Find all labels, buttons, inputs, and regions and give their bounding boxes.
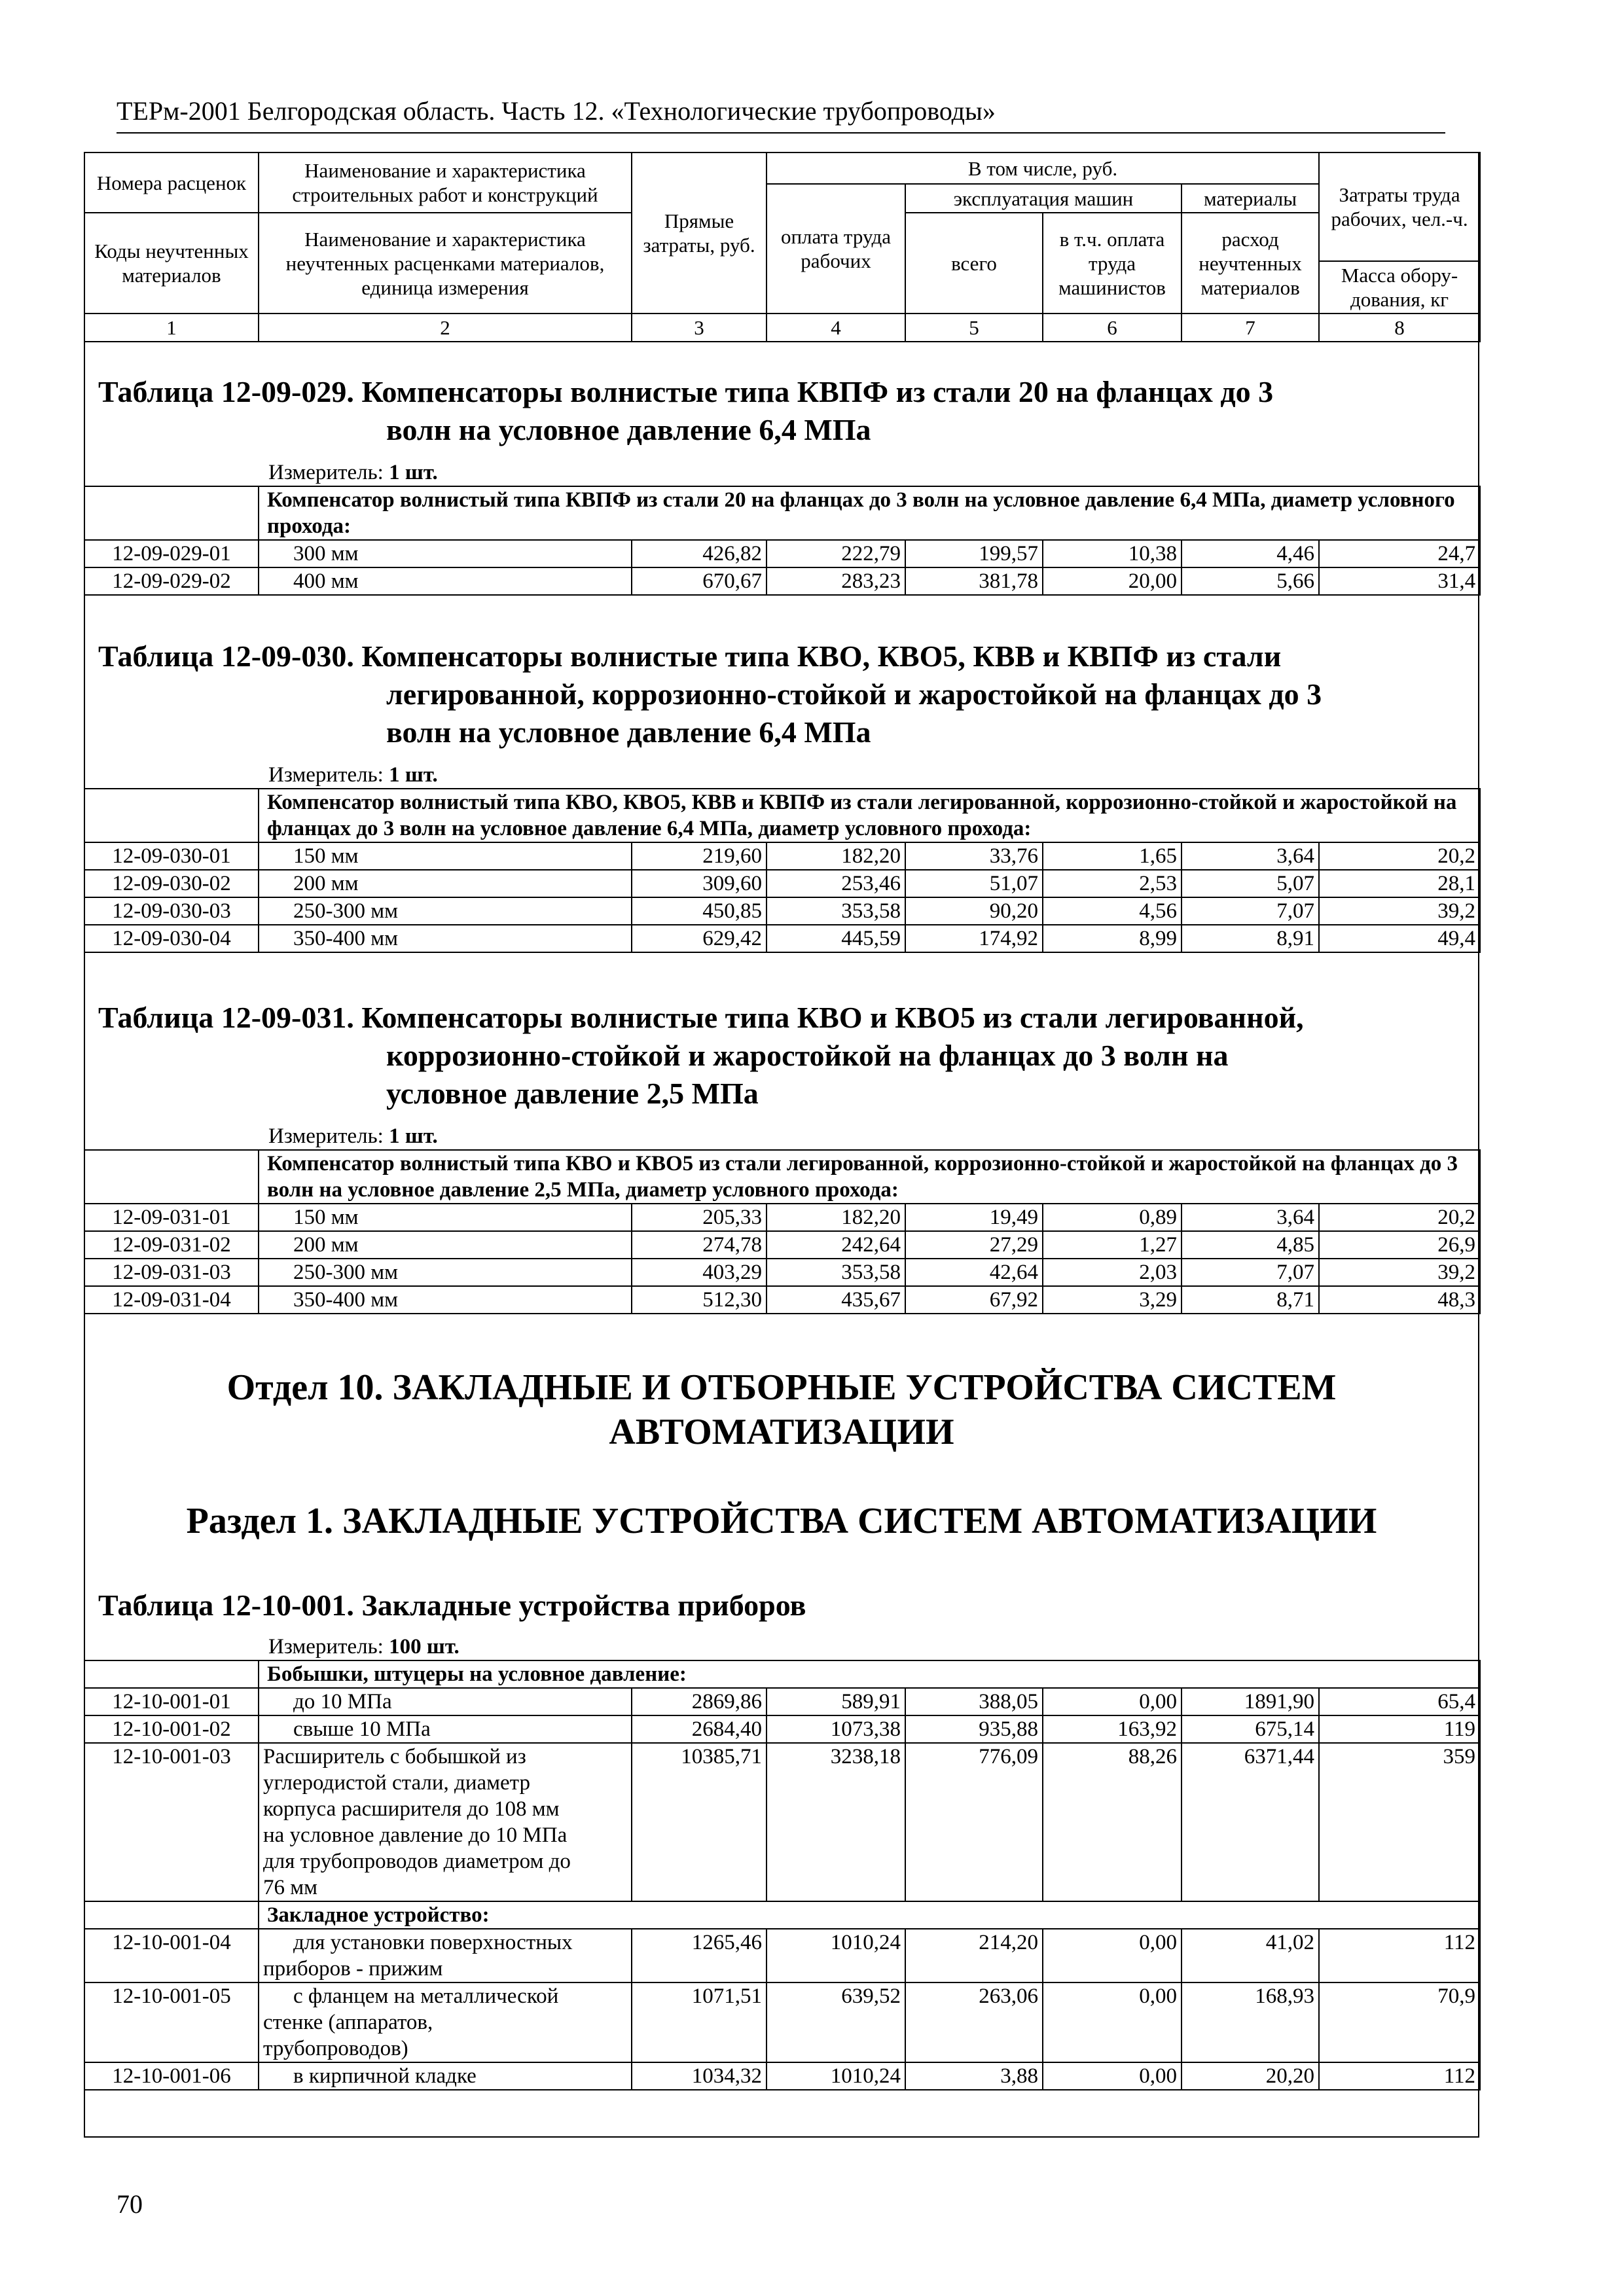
rate-name	[259, 1929, 632, 1982]
machinist-pay: 88,26	[1043, 1743, 1182, 1901]
labor-hours: 31,4	[1319, 567, 1480, 595]
table-row	[84, 1929, 1480, 1982]
header-worker-pay: оплата труда рабочих	[767, 184, 905, 314]
machinist-pay: 163,92	[1043, 1715, 1182, 1743]
worker-pay: 3238,18	[767, 1743, 905, 1901]
rates-table-12-10-001	[84, 1660, 1481, 2090]
materials: 5,07	[1182, 870, 1319, 897]
worker-pay: 182,20	[767, 842, 905, 870]
table-row	[84, 1204, 1480, 1231]
materials: 4,85	[1182, 1231, 1319, 1259]
column-header-table	[84, 152, 1481, 342]
rate-name: 250-300 мм	[259, 897, 632, 925]
rate-name: 150 мм	[259, 842, 632, 870]
table-row	[84, 540, 1480, 567]
machines-total: 90,20	[905, 897, 1043, 925]
rate-name-line: углеродистой стали, диаметр	[263, 1771, 531, 1795]
materials: 168,93	[1182, 1982, 1319, 2062]
table-title-line: Таблица 12-09-029. Компенсаторы волнистые типа КВПФ из стали 20 на фланцах до 3	[98, 375, 1274, 408]
measure-unit	[268, 762, 438, 788]
machinist-pay: 4,56	[1043, 897, 1182, 925]
materials: 8,71	[1182, 1286, 1319, 1314]
header-machines-total: всего	[905, 213, 1043, 314]
rate-code: 12-10-001-02	[84, 1715, 259, 1743]
measure-unit	[268, 459, 438, 486]
header-rate-numbers: Номера расценок	[84, 152, 259, 213]
table-row	[84, 1982, 1480, 2062]
machinist-pay: 1,65	[1043, 842, 1182, 870]
rate-code: 12-09-031-03	[84, 1259, 259, 1286]
machines-total: 263,06	[905, 1982, 1043, 2062]
machinist-pay: 2,03	[1043, 1259, 1182, 1286]
header-machinist-pay: в т.ч. оплата труда машинистов	[1043, 213, 1182, 314]
machines-total: 51,07	[905, 870, 1043, 897]
materials: 5,66	[1182, 567, 1319, 595]
rate-name-line: для трубопроводов диаметром до	[263, 1850, 571, 1873]
table-title: Таблица 12-10-001. Закладные устройства приборов	[98, 1588, 806, 1622]
table-row	[84, 897, 1480, 925]
worker-pay: 182,20	[767, 1204, 905, 1231]
rates-table-12-09-030	[84, 788, 1481, 953]
direct-costs: 219,60	[632, 842, 767, 870]
labor-hours: 70,9	[1319, 1982, 1480, 2062]
table-title-line: Таблица 12-09-030. Компенсаторы волнистые типа КВО, КВО5, КВВ и КВПФ из стали	[98, 639, 1282, 673]
direct-costs: 1265,46	[632, 1929, 767, 1982]
machinist-pay: 20,00	[1043, 567, 1182, 595]
machinist-pay: 0,00	[1043, 1688, 1182, 1715]
measure-value: 1 шт.	[389, 763, 438, 787]
column-number: 6	[1043, 314, 1182, 342]
page-number: 70	[117, 2189, 143, 2219]
table-title	[98, 999, 1304, 1113]
header-work-name: Наименование и характеристика строительных работ и конструкций	[259, 152, 632, 213]
worker-pay: 639,52	[767, 1982, 905, 2062]
table-row	[84, 1743, 1480, 1901]
column-number: 5	[905, 314, 1043, 342]
direct-costs: 512,30	[632, 1286, 767, 1314]
table-title-line: легированной, коррозионно-стойкой и жаростойкой на фланцах до 3	[386, 677, 1322, 711]
column-number: 4	[767, 314, 905, 342]
table-title-line: волн на условное давление 6,4 МПа	[386, 715, 871, 749]
machines-total: 214,20	[905, 1929, 1043, 1982]
labor-hours: 49,4	[1319, 925, 1480, 952]
materials: 675,14	[1182, 1715, 1319, 1743]
running-header: ТЕРм-2001 Белгородская область. Часть 12. «Технологические трубопроводы»	[117, 96, 996, 126]
rate-code: 12-10-001-03	[84, 1743, 259, 1901]
group-description: Компенсатор волнистый типа КВО и КВО5 из стали легированной, коррозионно-стойкой и жаростойкой на фланцах до 3 волн на условное давление 2,5 МПа, диаметр условного прохода:	[259, 1150, 1480, 1204]
rate-name-line: трубопроводов)	[263, 2037, 408, 2060]
materials: 8,91	[1182, 925, 1319, 952]
direct-costs: 629,42	[632, 925, 767, 952]
section-heading: Раздел 1. ЗАКЛАДНЫЕ УСТРОЙСТВА СИСТЕМ АВТОМАТИЗАЦИИ	[186, 1501, 1377, 1541]
header-material-name: Наименование и характеристика неучтенных расценками материалов, единица измерения	[259, 213, 632, 314]
table-title	[98, 373, 1273, 449]
rate-name: 200 мм	[259, 1231, 632, 1259]
worker-pay: 1073,38	[767, 1715, 905, 1743]
measure-value: 1 шт.	[389, 461, 438, 484]
machines-total: 33,76	[905, 842, 1043, 870]
rate-name-line: Расширитель с бобышкой из	[263, 1745, 526, 1768]
machinist-pay: 10,38	[1043, 540, 1182, 567]
worker-pay: 283,23	[767, 567, 905, 595]
table-row	[84, 1286, 1480, 1314]
materials: 7,07	[1182, 897, 1319, 925]
machinist-pay: 8,99	[1043, 925, 1182, 952]
direct-costs: 2869,86	[632, 1688, 767, 1715]
machinist-pay: 0,00	[1043, 1929, 1182, 1982]
rates-table-12-09-031	[84, 1149, 1481, 1314]
materials: 1891,90	[1182, 1688, 1319, 1715]
table-title-line: волн на условное давление 6,4 МПа	[386, 413, 871, 446]
group-description: Компенсатор волнистый типа КВО, КВО5, КВВ и КВПФ из стали легированной, коррозионно-стойкой и жаростойкой на фланцах до 3 волн на условное давление 6,4 МПа, диаметр условного прохода:	[259, 789, 1480, 842]
direct-costs: 670,67	[632, 567, 767, 595]
table-title-line: Таблица 12-09-031. Компенсаторы волнистые типа КВО и КВО5 из стали легированной,	[98, 1001, 1304, 1034]
direct-costs: 450,85	[632, 897, 767, 925]
rate-name-line: на условное давление до 10 МПа	[263, 1823, 568, 1847]
table-row	[84, 870, 1480, 897]
machinist-pay: 2,53	[1043, 870, 1182, 897]
worker-pay: 1010,24	[767, 2062, 905, 2090]
machinist-pay: 0,00	[1043, 1982, 1182, 2062]
header-machine-operation: эксплуатация машин	[905, 184, 1182, 213]
rate-name-line: корпуса расширителя до 108 мм	[263, 1797, 560, 1821]
group-description: Компенсатор волнистый типа КВПФ из стали 20 на фланцах до 3 волн на условное давление 6,4 МПа, диаметр условного прохода:	[259, 486, 1480, 540]
header-labor-costs: Затраты труда рабочих, чел.-ч.	[1319, 152, 1480, 261]
rate-name-line: стенке (аппаратов,	[263, 2011, 433, 2034]
worker-pay: 353,58	[767, 1259, 905, 1286]
table-row	[84, 1715, 1480, 1743]
labor-hours: 359	[1319, 1743, 1480, 1901]
rate-name-line: для установки поверхностных	[293, 1931, 573, 1954]
rate-name: 150 мм	[259, 1204, 632, 1231]
machines-total: 174,92	[905, 925, 1043, 952]
table-title-line: коррозионно-стойкой и жаростойкой на фланцах до 3 волн на	[386, 1039, 1229, 1072]
rate-name: свыше 10 МПа	[259, 1715, 632, 1743]
worker-pay: 589,91	[767, 1688, 905, 1715]
rate-name: 350-400 мм	[259, 1286, 632, 1314]
machinist-pay: 0,00	[1043, 2062, 1182, 2090]
labor-hours: 20,2	[1319, 1204, 1480, 1231]
machines-total: 776,09	[905, 1743, 1043, 1901]
table-row	[84, 842, 1480, 870]
materials: 4,46	[1182, 540, 1319, 567]
labor-hours: 28,1	[1319, 870, 1480, 897]
header-equipment-mass: Масса обору-дования, кг	[1319, 261, 1480, 314]
machines-total: 27,29	[905, 1231, 1043, 1259]
rate-code: 12-09-029-02	[84, 567, 259, 595]
column-number: 1	[84, 314, 259, 342]
header-including: В том числе, руб.	[767, 152, 1319, 184]
header-materials: материалы	[1182, 184, 1319, 213]
rate-code: 12-10-001-05	[84, 1982, 259, 2062]
machinist-pay: 1,27	[1043, 1231, 1182, 1259]
labor-hours: 112	[1319, 2062, 1480, 2090]
materials: 3,64	[1182, 842, 1319, 870]
group-description: Бобышки, штуцеры на условное давление:	[259, 1660, 1480, 1688]
direct-costs: 205,33	[632, 1204, 767, 1231]
rate-code: 12-10-001-06	[84, 2062, 259, 2090]
machines-total: 42,64	[905, 1259, 1043, 1286]
rate-code: 12-09-029-01	[84, 540, 259, 567]
labor-hours: 39,2	[1319, 1259, 1480, 1286]
worker-pay: 253,46	[767, 870, 905, 897]
rate-name-line: 76 мм	[263, 1876, 318, 1899]
measure-label: Измеритель:	[268, 461, 384, 484]
measure-unit	[268, 1634, 460, 1660]
table-row	[84, 1688, 1480, 1715]
labor-hours: 24,7	[1319, 540, 1480, 567]
table-row	[84, 1231, 1480, 1259]
labor-hours: 48,3	[1319, 1286, 1480, 1314]
machines-total: 935,88	[905, 1715, 1043, 1743]
measure-value: 1 шт.	[389, 1124, 438, 1148]
rate-name	[259, 1743, 632, 1901]
labor-hours: 112	[1319, 1929, 1480, 1982]
table-row	[84, 567, 1480, 595]
department-heading-line: АВТОМАТИЗАЦИИ	[609, 1412, 954, 1452]
rate-name	[259, 2062, 632, 2090]
machines-total: 19,49	[905, 1204, 1043, 1231]
worker-pay: 222,79	[767, 540, 905, 567]
rate-name: 300 мм	[259, 540, 632, 567]
rate-name: 200 мм	[259, 870, 632, 897]
measure-label: Измеритель:	[268, 763, 384, 787]
group-description: Закладное устройство:	[259, 1901, 1480, 1929]
worker-pay: 445,59	[767, 925, 905, 952]
labor-hours: 26,9	[1319, 1231, 1480, 1259]
rate-code: 12-09-030-04	[84, 925, 259, 952]
column-number: 2	[259, 314, 632, 342]
labor-hours: 119	[1319, 1715, 1480, 1743]
header-material-usage: расход неучтенных материалов	[1182, 213, 1319, 314]
department-heading-line: Отдел 10. ЗАКЛАДНЫЕ И ОТБОРНЫЕ УСТРОЙСТВА СИСТЕМ	[226, 1367, 1337, 1408]
direct-costs: 1034,32	[632, 2062, 767, 2090]
measure-label: Измеритель:	[268, 1124, 384, 1148]
rate-code: 12-09-030-02	[84, 870, 259, 897]
direct-costs: 309,60	[632, 870, 767, 897]
rate-code: 12-09-031-01	[84, 1204, 259, 1231]
direct-costs: 2684,40	[632, 1715, 767, 1743]
rate-code: 12-09-030-03	[84, 897, 259, 925]
rate-code: 12-09-031-04	[84, 1286, 259, 1314]
department-heading	[84, 1365, 1479, 1454]
direct-costs: 403,29	[632, 1259, 767, 1286]
measure-value: 100 шт.	[389, 1635, 460, 1659]
labor-hours: 65,4	[1319, 1688, 1480, 1715]
table-title-line: условное давление 2,5 МПа	[386, 1077, 759, 1110]
rate-code: 12-09-030-01	[84, 842, 259, 870]
header-rule	[117, 132, 1445, 134]
measure-label: Измеритель:	[268, 1635, 384, 1659]
materials: 41,02	[1182, 1929, 1319, 1982]
materials: 7,07	[1182, 1259, 1319, 1286]
rates-table-12-09-029	[84, 486, 1481, 596]
header-direct-costs: Прямые затраты, руб.	[632, 152, 767, 314]
column-number: 7	[1182, 314, 1319, 342]
rate-name-line: с фланцем на металлической	[293, 1984, 559, 2008]
rate-code: 12-09-031-02	[84, 1231, 259, 1259]
worker-pay: 242,64	[767, 1231, 905, 1259]
labor-hours: 39,2	[1319, 897, 1480, 925]
machines-total: 388,05	[905, 1688, 1043, 1715]
labor-hours: 20,2	[1319, 842, 1480, 870]
column-number: 3	[632, 314, 767, 342]
rate-name: до 10 МПа	[259, 1688, 632, 1715]
column-number: 8	[1319, 314, 1480, 342]
direct-costs: 1071,51	[632, 1982, 767, 2062]
header-material-codes: Коды неучтенных материалов	[84, 213, 259, 314]
machines-total: 199,57	[905, 540, 1043, 567]
direct-costs: 426,82	[632, 540, 767, 567]
materials: 3,64	[1182, 1204, 1319, 1231]
materials: 20,20	[1182, 2062, 1319, 2090]
materials: 6371,44	[1182, 1743, 1319, 1901]
worker-pay: 435,67	[767, 1286, 905, 1314]
rate-name-line: в кирпичной кладке	[293, 2064, 477, 2088]
machinist-pay: 3,29	[1043, 1286, 1182, 1314]
machinist-pay: 0,89	[1043, 1204, 1182, 1231]
direct-costs: 274,78	[632, 1231, 767, 1259]
rate-name: 350-400 мм	[259, 925, 632, 952]
worker-pay: 1010,24	[767, 1929, 905, 1982]
table-title	[98, 637, 1322, 751]
rate-code: 12-10-001-04	[84, 1929, 259, 1982]
rate-name: 250-300 мм	[259, 1259, 632, 1286]
machines-total: 381,78	[905, 567, 1043, 595]
machines-total: 67,92	[905, 1286, 1043, 1314]
table-row	[84, 2062, 1480, 2090]
rate-name: 400 мм	[259, 567, 632, 595]
measure-unit	[268, 1123, 438, 1149]
rate-code: 12-10-001-01	[84, 1688, 259, 1715]
worker-pay: 353,58	[767, 897, 905, 925]
machines-total: 3,88	[905, 2062, 1043, 2090]
table-row	[84, 925, 1480, 952]
rate-name	[259, 1982, 632, 2062]
rate-name-line: приборов - прижим	[263, 1957, 443, 1981]
direct-costs: 10385,71	[632, 1743, 767, 1901]
table-row	[84, 1259, 1480, 1286]
